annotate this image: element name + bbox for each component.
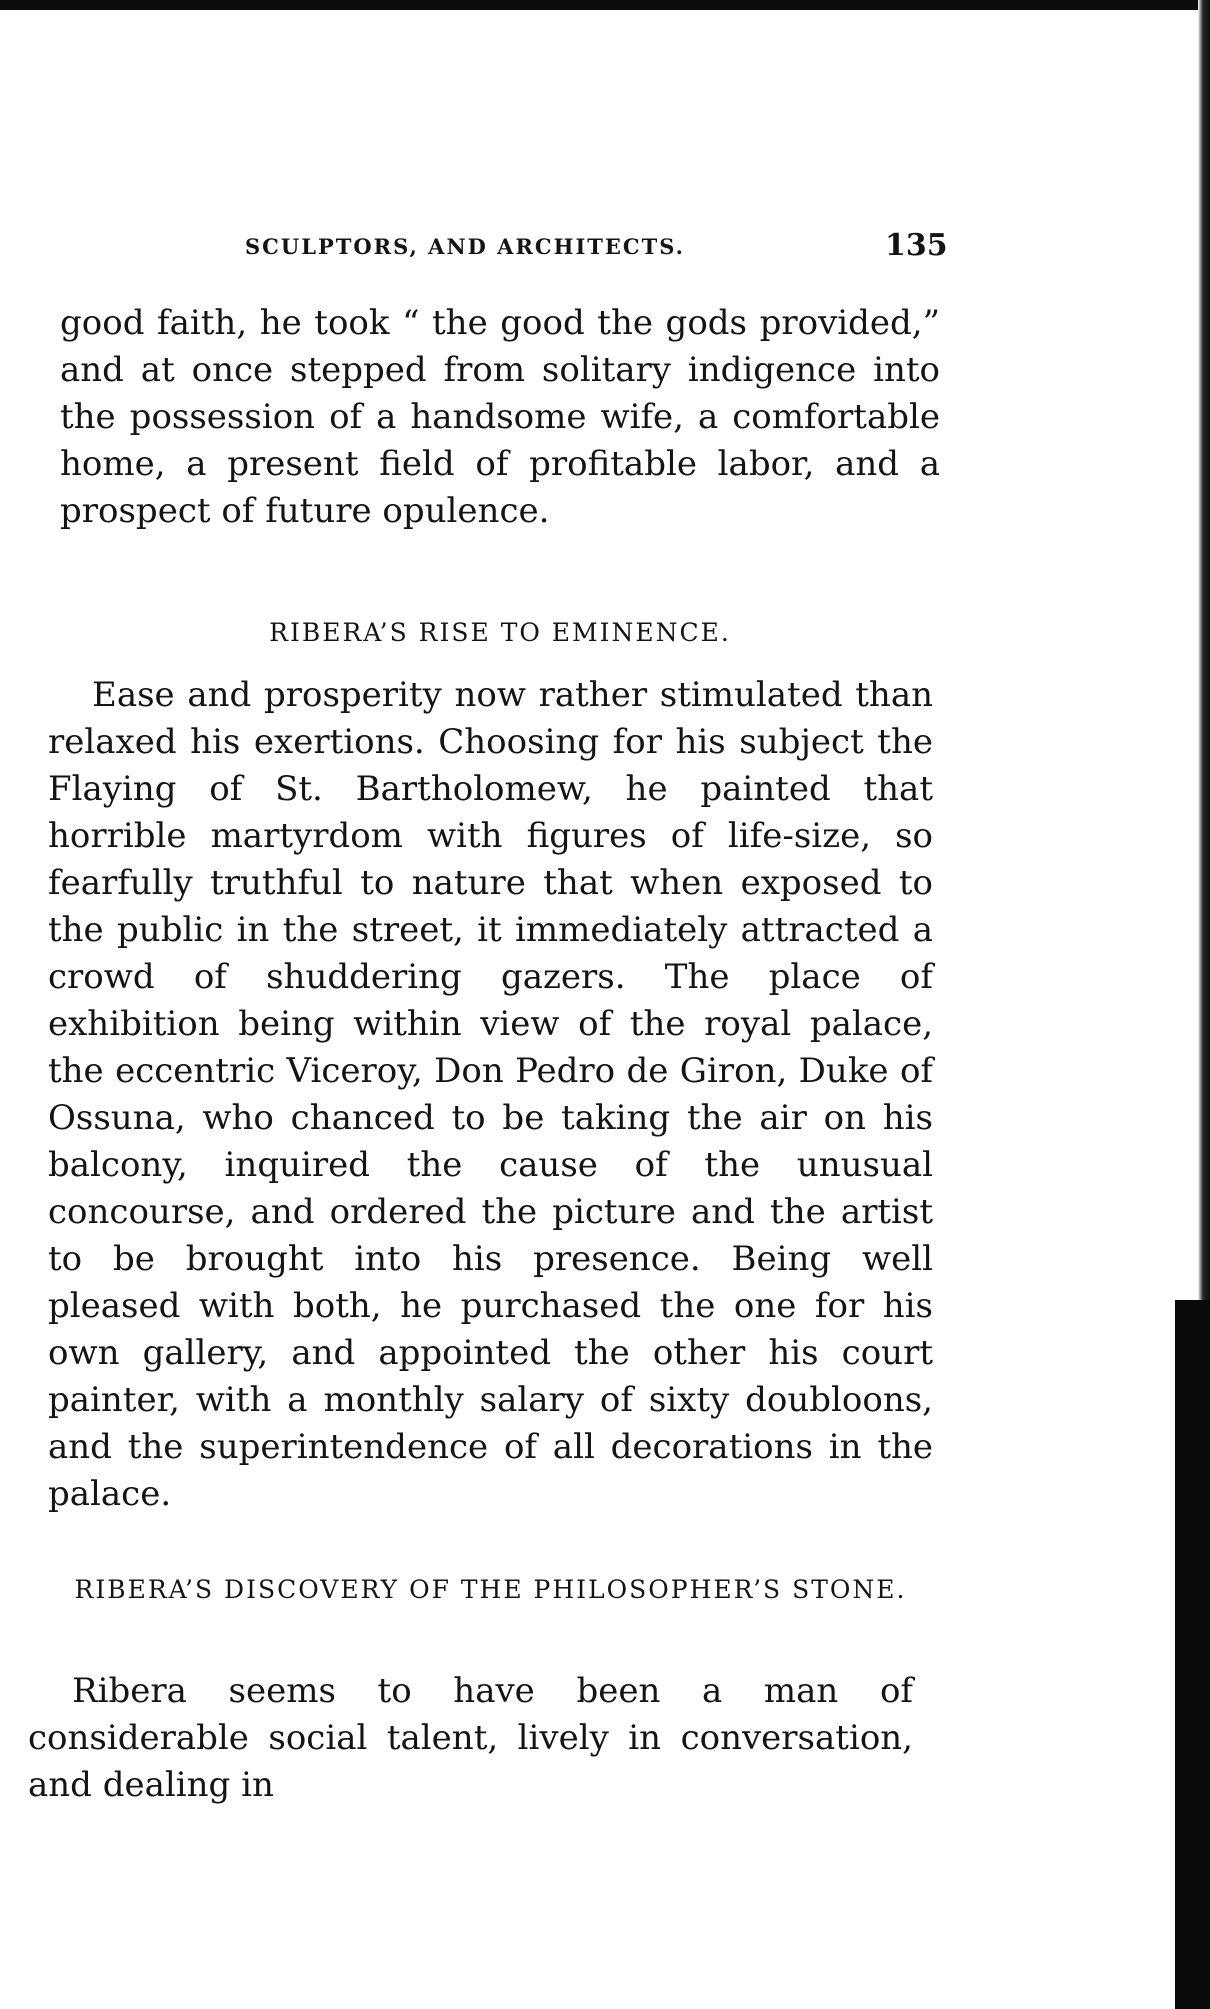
- scan-right-shadow: [1175, 1300, 1210, 2009]
- section-heading-discovery: RIBERA’S DISCOVERY OF THE PHILOSOPHER’S STONE.: [74, 1575, 907, 1604]
- paragraph-rise: Ease and prosperity now rather stimulated than relaxed his exertions. Choosing for his subject the Flaying of St. Bartholomew, he painted that horrible martyrdom with figures of life-size, so fearfully truthful to nature that when exposed to the public in the street, it immediately attracted a crowd of shuddering gazers. The place of exhibition being within view of the royal palace, the eccentric Viceroy, Don Pedro de Giron, Duke of Ossuna, who chanced to be taking the air on his balcony, inquired the cause of the unusual concourse, and ordered the picture and the artist to be brought into his presence. Being well pleased with both, he purchased the one for his own gallery, and appointed the other his court painter, with a monthly salary of sixty doubloons, and the superintendence of all decorations in the palace.: [48, 675, 933, 1514]
- page-number: 135: [885, 228, 948, 263]
- running-head: [245, 228, 965, 268]
- paragraph-continued: good faith, he took “ the good the gods provided,” and at once stepped from solitary indigence into the possession of a handsome wife, a comfortable home, a present field of profitable labor, and a prospect of future opulence.: [60, 303, 940, 531]
- scan-top-edge: [0, 0, 1210, 10]
- paragraph-discovery: Ribera seems to have been a man of considerable social talent, lively in conversation, and dealing in: [28, 1671, 913, 1805]
- running-title: SCULPTORS, AND ARCHITECTS.: [245, 234, 685, 259]
- section-heading-rise: RIBERA’S RISE TO EMINENCE.: [269, 618, 731, 647]
